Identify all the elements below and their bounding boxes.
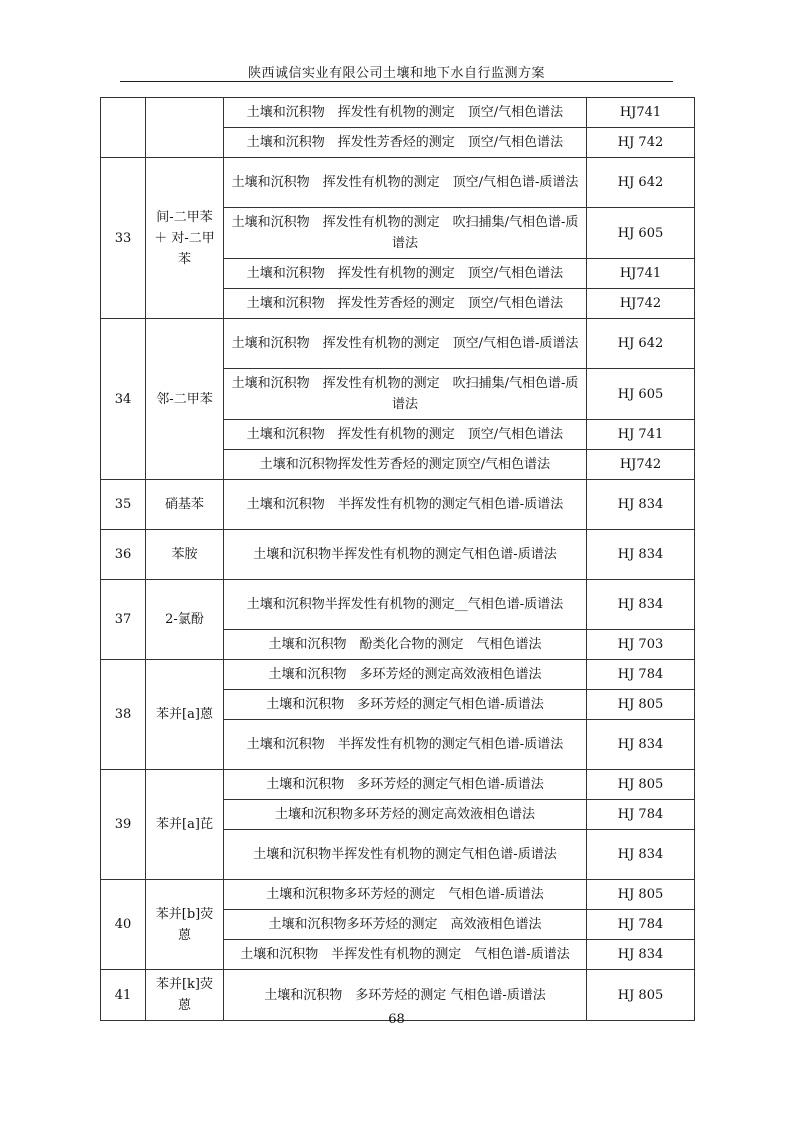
method-cell: 土壤和沉积物 多环芳烃的测定气相色谱-质谱法 bbox=[224, 770, 587, 800]
method-cell: 土壤和沉积物 半挥发性有机物的测定气相色谱-质谱法 bbox=[224, 480, 587, 530]
table-row bbox=[101, 770, 695, 800]
standard-code-cell: HJ 834 bbox=[587, 480, 695, 530]
item-number-cell bbox=[101, 98, 146, 158]
method-cell: 土壤和沉积物半挥发性有机物的测定气相色谱-质谱法 bbox=[224, 830, 587, 880]
item-number-cell: 36 bbox=[101, 530, 146, 580]
method-cell: 土壤和沉积物多环芳烃的测定 高效液相色谱法 bbox=[224, 910, 587, 940]
substance-name-cell: 苯胺 bbox=[146, 530, 224, 580]
method-cell: 土壤和沉积物 挥发性有机物的测定 吹扫捕集/气相色谱-质谱法 bbox=[224, 208, 587, 259]
method-cell: 土壤和沉积物 挥发性有机物的测定 顶空/气相色谱-质谱法 bbox=[224, 158, 587, 208]
header-rule bbox=[120, 81, 673, 82]
method-cell: 土壤和沉积物 多环芳烃的测定气相色谱-质谱法 bbox=[224, 690, 587, 720]
method-cell: 土壤和沉积物半挥发性有机物的测定__气相色谱-质谱法 bbox=[224, 580, 587, 630]
method-cell: 土壤和沉积物 挥发性芳香烃的测定 顶空/气相色谱法 bbox=[224, 128, 587, 158]
standard-code-cell: HJ 784 bbox=[587, 660, 695, 690]
standard-code-cell: HJ 605 bbox=[587, 208, 695, 259]
standard-code-cell: HJ 784 bbox=[587, 800, 695, 830]
table-row bbox=[101, 319, 695, 369]
table-row bbox=[101, 880, 695, 910]
method-cell: 土壤和沉积物半挥发性有机物的测定气相色谱-质谱法 bbox=[224, 530, 587, 580]
substance-name-cell: 2-氯酚 bbox=[146, 580, 224, 660]
table-body bbox=[101, 98, 695, 1021]
method-cell: 土壤和沉积物 半挥发性有机物的测定 气相色谱-质谱法 bbox=[224, 940, 587, 970]
method-cell: 土壤和沉积物 挥发性有机物的测定 顶空/气相色谱-质谱法 bbox=[224, 319, 587, 369]
standard-code-cell: HJ 703 bbox=[587, 630, 695, 660]
standard-code-cell: HJ 642 bbox=[587, 158, 695, 208]
substance-name-cell bbox=[146, 98, 224, 158]
method-cell: 土壤和沉积物多环芳烃的测定高效液相色谱法 bbox=[224, 800, 587, 830]
standard-code-cell: HJ 642 bbox=[587, 319, 695, 369]
standard-code-cell: HJ 834 bbox=[587, 720, 695, 770]
method-cell: 土壤和沉积物 多环芳烃的测定 气相色谱-质谱法 bbox=[224, 970, 587, 1021]
page-number: 68 bbox=[388, 1012, 405, 1027]
table-row bbox=[101, 98, 695, 128]
substance-name-cell: 硝基苯 bbox=[146, 480, 224, 530]
table-row bbox=[101, 158, 695, 208]
method-cell: 土壤和沉积物 酚类化合物的测定 气相色谱法 bbox=[224, 630, 587, 660]
substance-name-cell: 苯并[a]蒽 bbox=[146, 660, 224, 770]
standard-code-cell: HJ 784 bbox=[587, 910, 695, 940]
substance-name-cell: 邻-二甲苯 bbox=[146, 319, 224, 480]
standard-code-cell: HJ 741 bbox=[587, 420, 695, 450]
method-cell: 土壤和沉积物 半挥发性有机物的测定气相色谱-质谱法 bbox=[224, 720, 587, 770]
item-number-cell: 33 bbox=[101, 158, 146, 319]
item-number-cell: 34 bbox=[101, 319, 146, 480]
method-cell: 土壤和沉积物 挥发性有机物的测定 顶空/气相色谱法 bbox=[224, 420, 587, 450]
method-cell: 土壤和沉积物 挥发性有机物的测定 吹扫捕集/气相色谱-质谱法 bbox=[224, 369, 587, 420]
item-number-cell: 41 bbox=[101, 970, 146, 1021]
standard-code-cell: HJ 805 bbox=[587, 690, 695, 720]
table-row bbox=[101, 480, 695, 530]
table-row bbox=[101, 660, 695, 690]
substance-name-cell: 苯并[b]荧蒽 bbox=[146, 880, 224, 970]
item-number-cell: 38 bbox=[101, 660, 146, 770]
standard-code-cell: HJ742 bbox=[587, 450, 695, 480]
standard-code-cell: HJ 605 bbox=[587, 369, 695, 420]
method-cell: 土壤和沉积物 挥发性有机物的测定 顶空/气相色谱法 bbox=[224, 98, 587, 128]
item-number-cell: 39 bbox=[101, 770, 146, 880]
method-cell: 土壤和沉积物 多环芳烃的测定高效液相色谱法 bbox=[224, 660, 587, 690]
standard-code-cell: HJ 742 bbox=[587, 128, 695, 158]
method-cell: 土壤和沉积物 挥发性有机物的测定 顶空/气相色谱法 bbox=[224, 259, 587, 289]
substance-name-cell: 苯并[a]芘 bbox=[146, 770, 224, 880]
item-number-cell: 35 bbox=[101, 480, 146, 530]
item-number-cell: 40 bbox=[101, 880, 146, 970]
standard-code-cell: HJ 834 bbox=[587, 940, 695, 970]
standard-code-cell: HJ 834 bbox=[587, 580, 695, 630]
item-number-cell: 37 bbox=[101, 580, 146, 660]
running-header: 陕西诚信实业有限公司土壤和地下水自行监测方案 bbox=[247, 66, 545, 81]
standard-code-cell: HJ741 bbox=[587, 259, 695, 289]
method-cell: 土壤和沉积物多环芳烃的测定 气相色谱-质谱法 bbox=[224, 880, 587, 910]
standard-code-cell: HJ 805 bbox=[587, 970, 695, 1021]
substance-name-cell: 苯并[k]荧蒽 bbox=[146, 970, 224, 1021]
standard-code-cell: HJ742 bbox=[587, 289, 695, 319]
method-cell: 土壤和沉积物 挥发性芳香烃的测定 顶空/气相色谱法 bbox=[224, 289, 587, 319]
standard-code-cell: HJ 805 bbox=[587, 880, 695, 910]
standard-code-cell: HJ 805 bbox=[587, 770, 695, 800]
table-row bbox=[101, 580, 695, 630]
standard-code-cell: HJ 834 bbox=[587, 530, 695, 580]
monitoring-methods-table bbox=[100, 97, 695, 1021]
standard-code-cell: HJ741 bbox=[587, 98, 695, 128]
standard-code-cell: HJ 834 bbox=[587, 830, 695, 880]
method-cell: 土壤和沉积物挥发性芳香烃的测定顶空/气相色谱法 bbox=[224, 450, 587, 480]
substance-name-cell: 间-二甲苯＋ 对-二甲苯 bbox=[146, 158, 224, 319]
table-row bbox=[101, 530, 695, 580]
